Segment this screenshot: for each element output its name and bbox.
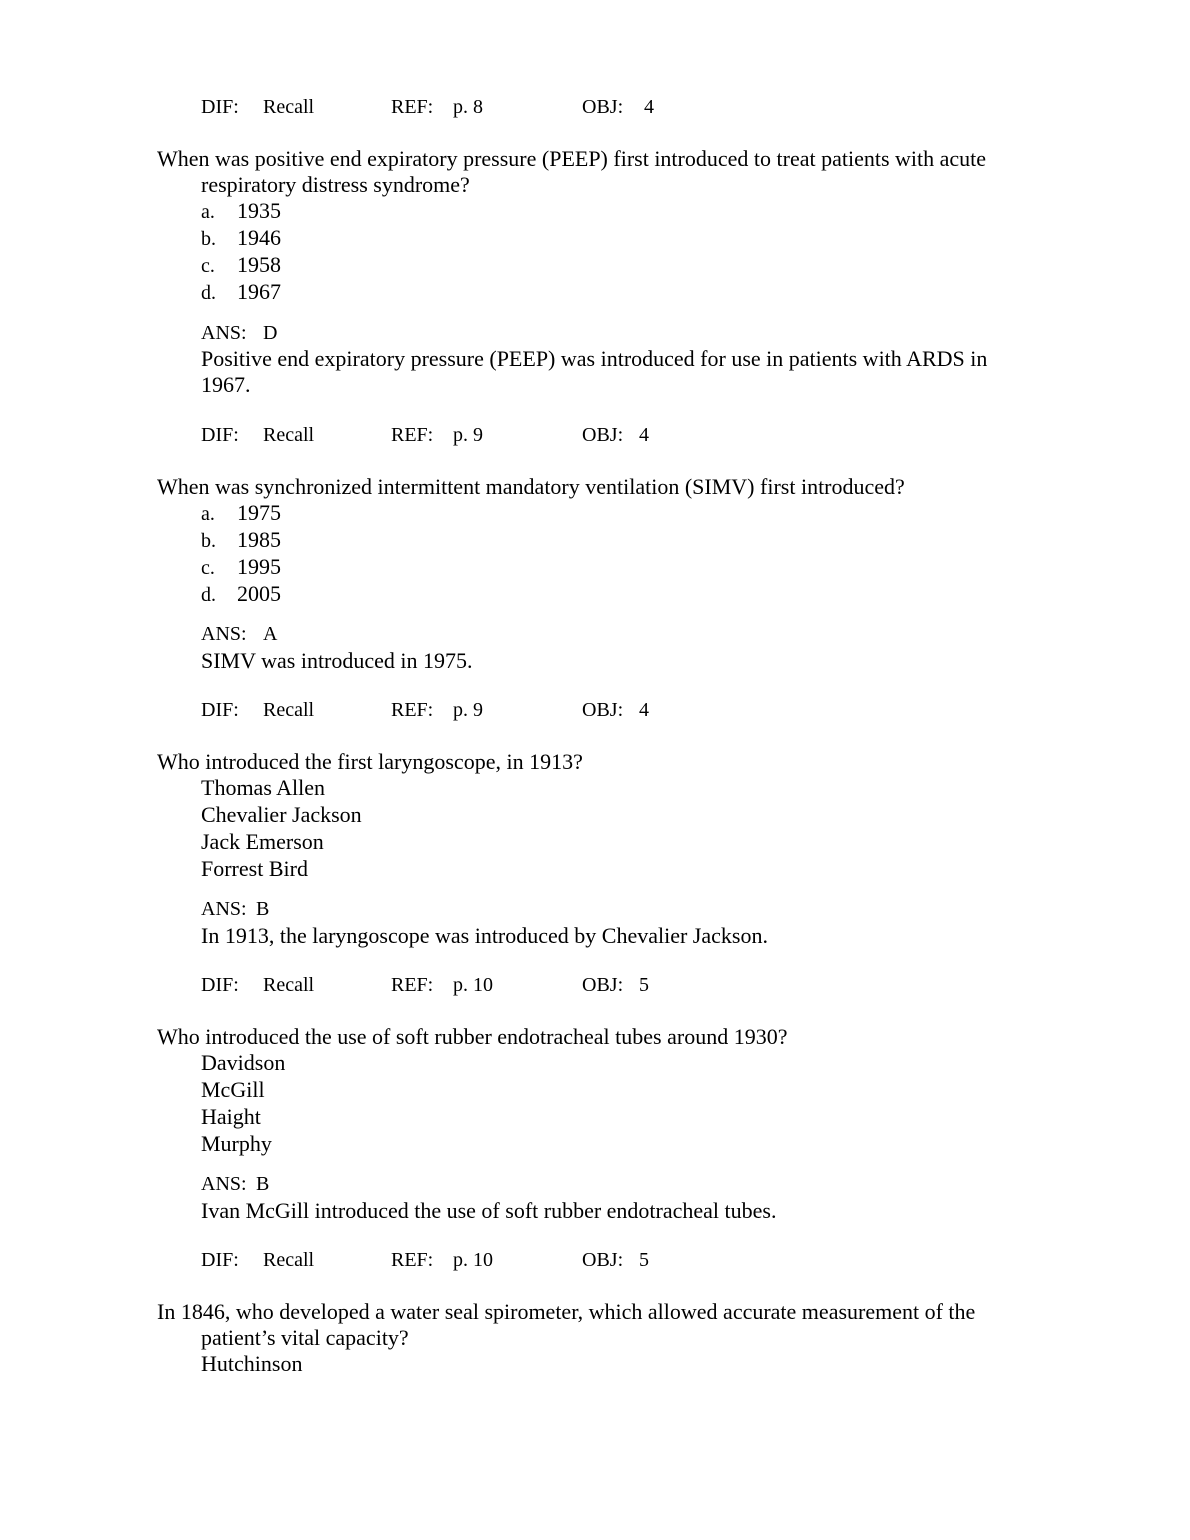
option-text: Forrest Bird — [201, 856, 308, 881]
answer-value: D — [263, 322, 278, 344]
option-letter: b. — [201, 228, 216, 250]
obj-label: OBJ: — [582, 1249, 624, 1271]
obj-value: 5 — [639, 1249, 649, 1271]
dif-value: Recall — [263, 699, 315, 721]
ref-label: REF: — [391, 424, 434, 446]
option-a — [201, 200, 281, 222]
ref-label: REF: — [391, 1249, 434, 1271]
dif-value: Recall — [263, 974, 315, 996]
option-letter: c. — [201, 557, 215, 579]
answer-label: ANS: — [201, 623, 247, 645]
answer-label: ANS: — [201, 322, 247, 344]
option-text: Murphy — [201, 1131, 272, 1156]
option-text: Haight — [201, 1104, 261, 1129]
ref-value: p. 8 — [453, 96, 483, 118]
option-text: 1935 — [237, 198, 281, 223]
obj-value: 5 — [639, 974, 649, 996]
question-stem: Who introduced the first laryngoscope, in 1913? — [157, 749, 583, 774]
answer-value: B — [256, 1173, 270, 1195]
answer-label: ANS: — [201, 1173, 247, 1195]
dif-label: DIF: — [201, 699, 239, 721]
option-text: 1946 — [237, 225, 281, 250]
ref-label: REF: — [391, 699, 434, 721]
dif-value: Recall — [263, 96, 315, 118]
option-text: Hutchinson — [201, 1351, 303, 1376]
dif-label: DIF: — [201, 96, 239, 118]
option-text: Davidson — [201, 1050, 286, 1075]
rationale: Ivan McGill introduced the use of soft rubber endotracheal tubes. — [201, 1198, 777, 1223]
dif-value: Recall — [263, 1249, 315, 1271]
option-letter: b. — [201, 530, 216, 552]
ref-value: p. 10 — [453, 974, 493, 996]
ref-value: p. 10 — [453, 1249, 493, 1271]
option-letter: d. — [201, 584, 216, 606]
option-letter: a. — [201, 201, 215, 223]
rationale-continued: 1967. — [201, 372, 251, 397]
question-stem-continued: patient’s vital capacity? — [201, 1325, 409, 1350]
question-stem: In 1846, who developed a water seal spirometer, which allowed accurate measurement of the — [157, 1299, 976, 1324]
option-a — [201, 502, 281, 524]
option-text: 1967 — [237, 279, 281, 304]
option-text: Chevalier Jackson — [201, 802, 362, 827]
option-c — [201, 556, 281, 578]
dif-label: DIF: — [201, 1249, 239, 1271]
obj-label: OBJ: — [582, 424, 624, 446]
option-text: 1958 — [237, 252, 281, 277]
dif-label: DIF: — [201, 974, 239, 996]
option-d — [201, 583, 281, 605]
obj-label: OBJ: — [582, 96, 624, 118]
dif-value: Recall — [263, 424, 315, 446]
obj-label: OBJ: — [582, 699, 624, 721]
option-letter: c. — [201, 255, 215, 277]
option-text: McGill — [201, 1077, 265, 1102]
option-text: Jack Emerson — [201, 829, 324, 854]
obj-value: 4 — [639, 424, 649, 446]
ref-label: REF: — [391, 974, 434, 996]
obj-label: OBJ: — [582, 974, 624, 996]
obj-value: 4 — [644, 96, 654, 118]
rationale: SIMV was introduced in 1975. — [201, 648, 473, 673]
question-stem-continued: respiratory distress syndrome? — [201, 172, 470, 197]
option-text: 1985 — [237, 527, 281, 552]
option-text: 2005 — [237, 581, 281, 606]
option-text: Thomas Allen — [201, 775, 326, 800]
option-b — [201, 227, 281, 249]
option-c — [201, 254, 281, 276]
question-stem: When was synchronized intermittent mandatory ventilation (SIMV) first introduced? — [157, 474, 905, 499]
option-text: 1995 — [237, 554, 281, 579]
rationale: In 1913, the laryngoscope was introduced by Chevalier Jackson. — [201, 923, 768, 948]
dif-label: DIF: — [201, 424, 239, 446]
ref-value: p. 9 — [453, 699, 483, 721]
answer-value: A — [263, 623, 278, 645]
ref-label: REF: — [391, 96, 434, 118]
option-letter: d. — [201, 282, 216, 304]
option-b — [201, 529, 281, 551]
rationale: Positive end expiratory pressure (PEEP) was introduced for use in patients with ARDS in — [201, 346, 988, 371]
answer-value: B — [256, 898, 270, 920]
question-stem: When was positive end expiratory pressure (PEEP) first introduced to treat patients with acute — [157, 146, 987, 171]
obj-value: 4 — [639, 699, 649, 721]
question-stem: Who introduced the use of soft rubber endotracheal tubes around 1930? — [157, 1024, 788, 1049]
option-letter: a. — [201, 503, 215, 525]
option-d — [201, 281, 281, 303]
ref-value: p. 9 — [453, 424, 483, 446]
answer-label: ANS: — [201, 898, 247, 920]
option-text: 1975 — [237, 500, 281, 525]
